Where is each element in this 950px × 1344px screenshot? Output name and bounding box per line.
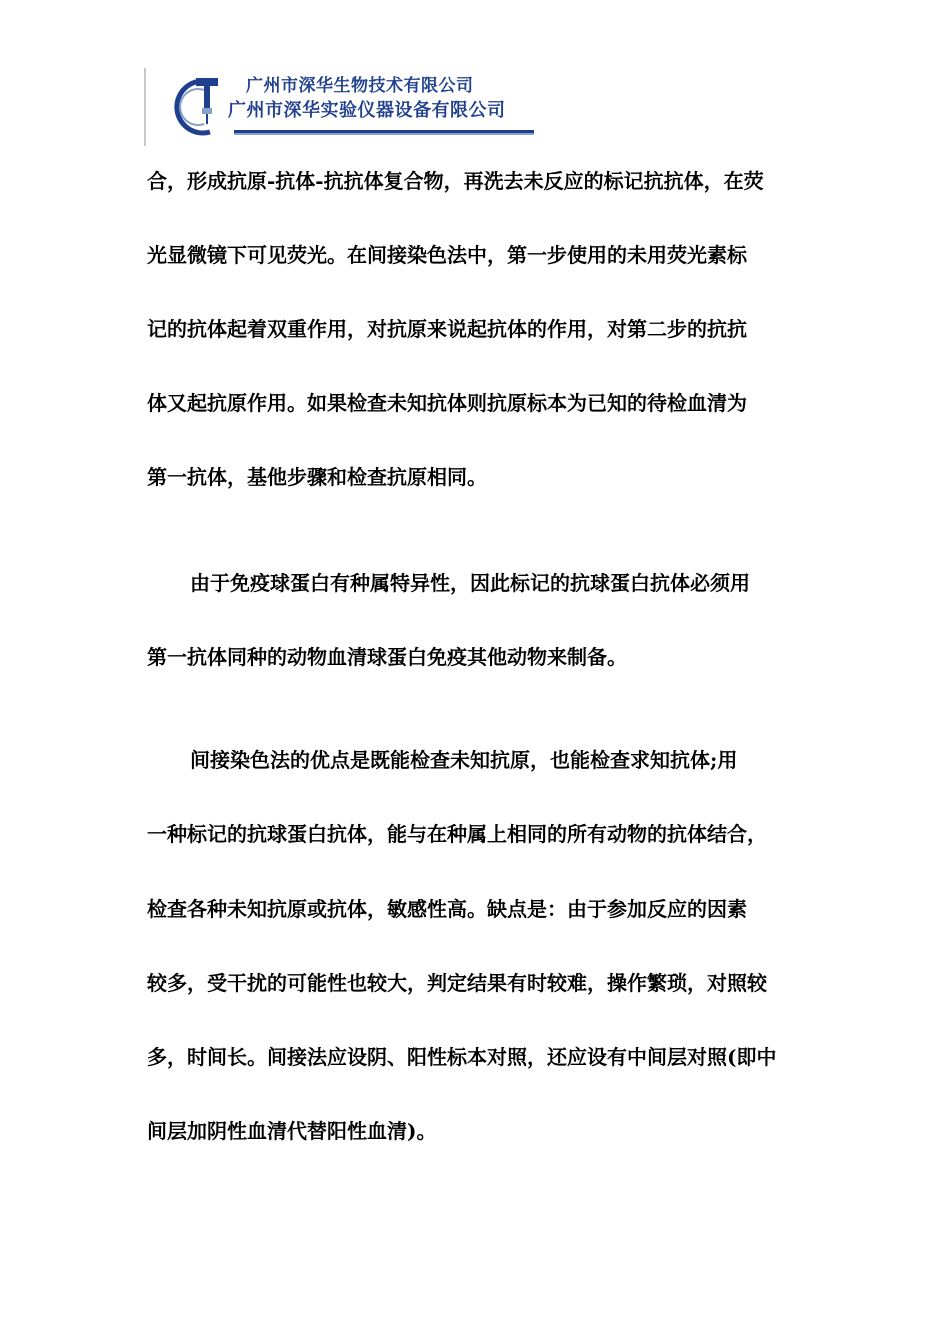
text-line: 合，形成抗原-抗体-抗抗体复合物，再洗去未反应的标记抗抗体，在荧	[147, 169, 764, 193]
text-line: 第一抗体同种的动物血清球蛋白免疫其他动物来制备。	[147, 645, 627, 669]
text-line: 光显微镜下可见荧光。在间接染色法中，第一步使用的未用荧光素标	[147, 243, 747, 267]
text-line: 一种标记的抗球蛋白抗体，能与在种属上相同的所有动物的抗体结合，	[147, 822, 767, 846]
text-line: 第一抗体，基他步骤和检查抗原相同。	[147, 465, 487, 489]
text-line: 检查各种未知抗原或抗体，敏感性高。缺点是：由于参加反应的因素	[147, 897, 747, 921]
company-logo-icon	[158, 72, 228, 142]
text-line: 由于免疫球蛋白有种属特异性，因此标记的抗球蛋白抗体必须用	[190, 571, 750, 595]
text-line: 体又起抗原作用。如果检查未知抗体则抗原标本为已知的待检血清为	[147, 391, 747, 415]
header-underline	[234, 130, 534, 138]
header-divider	[144, 68, 146, 146]
text-line: 间接染色法的优点是既能检查未知抗原，也能检查求知抗体;用	[190, 748, 738, 772]
text-line: 多，时间长。间接法应设阴、阳性标本对照，还应设有中间层对照(即中	[147, 1045, 777, 1069]
text-line: 间层加阴性血清代替阳性血清)。	[147, 1119, 437, 1143]
company-name-1: 广州市深华生物技术有限公司	[246, 76, 474, 96]
text-line: 记的抗体起着双重作用，对抗原来说起抗体的作用，对第二步的抗抗	[147, 317, 747, 341]
company-header	[144, 68, 536, 146]
text-line: 较多，受干扰的可能性也较大，判定结果有时较难，操作繁琐，对照较	[147, 971, 767, 995]
company-names	[228, 74, 538, 124]
company-name-2: 广州市深华实验仪器设备有限公司	[228, 100, 506, 121]
